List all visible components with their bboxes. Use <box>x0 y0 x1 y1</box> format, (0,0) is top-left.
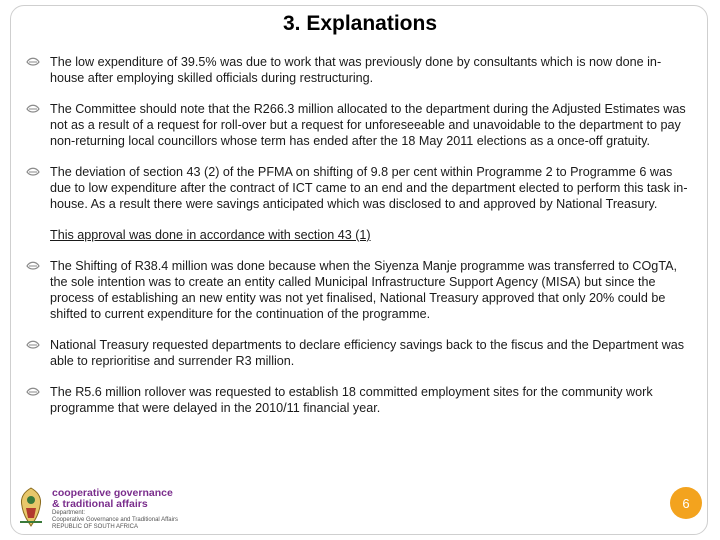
approval-note: This approval was done in accordance with section 43 (1) <box>50 228 371 242</box>
bullet-item <box>24 337 690 369</box>
bullet-item <box>24 54 690 86</box>
bullet-text: National Treasury requested departments to declare efficiency savings back to the fiscus and the Department was able to reprioritise and surrender R3 million. <box>50 338 684 368</box>
leaf-bullet-icon <box>26 338 40 352</box>
logo-line-1: cooperative governance <box>52 487 173 499</box>
logo-subtext: Cooperative Governance and Traditional Affairs <box>52 517 178 523</box>
logo-text <box>52 488 178 531</box>
slide-content <box>24 54 690 431</box>
bullet-text: The Shifting of R38.4 million was done because when the Siyenza Manje programme was transferred to COgTA, the sole intention was to create an entity called Municipal Infrastructure Support Agency (MISA) but since the process of establishing an new entity was not yet finalised, National Treasury approved that only 20% could be shifted to current expenditure for the continuation of the programme. <box>50 259 677 321</box>
leaf-bullet-icon <box>26 259 40 273</box>
bullet-text: The Committee should note that the R266.3 million allocated to the department during the Adjusted Estimates was not as a result of a request for roll-over but a request for unforeseeable and unavoidable to the department to pay non-returning local councillors whose term has ended after the 18 May 2011 elections as a once-off gratuity. <box>50 102 686 148</box>
leaf-bullet-icon <box>26 165 40 179</box>
logo-subtext: REPUBLIC OF SOUTH AFRICA <box>52 524 139 530</box>
leaf-bullet-icon <box>26 55 40 69</box>
coat-of-arms-icon <box>14 486 48 528</box>
bullet-text: The deviation of section 43 (2) of the PFMA on shifting of 9.8 per cent within Programme 2 to Programme 6 was due to low expenditure after the contract of ICT came to an end and the department elected to perform this task in-house. As a result there were savings anticipated which was disclosed to and approved by National Treasury. <box>50 165 688 211</box>
bullet-item <box>24 164 690 212</box>
department-logo <box>14 486 234 528</box>
bullet-text: The low expenditure of 39.5% was due to work that was previously done by consultants which is now done in-house after employing skilled officials during restructuring. <box>50 55 662 85</box>
bullet-item <box>24 384 690 416</box>
bullet-text: The R5.6 million rollover was requested to establish 18 committed employment sites for the community work programme that were delayed in the 2010/11 financial year. <box>50 385 653 415</box>
page-number-badge: 6 <box>670 487 702 519</box>
logo-subtext: Department: <box>52 510 86 516</box>
bullet-item <box>24 101 690 149</box>
leaf-bullet-icon <box>26 102 40 116</box>
slide-title: 3. Explanations <box>282 12 438 35</box>
leaf-bullet-icon <box>26 385 40 399</box>
bullet-item <box>24 258 690 322</box>
logo-line-2: & traditional affairs <box>52 498 148 510</box>
